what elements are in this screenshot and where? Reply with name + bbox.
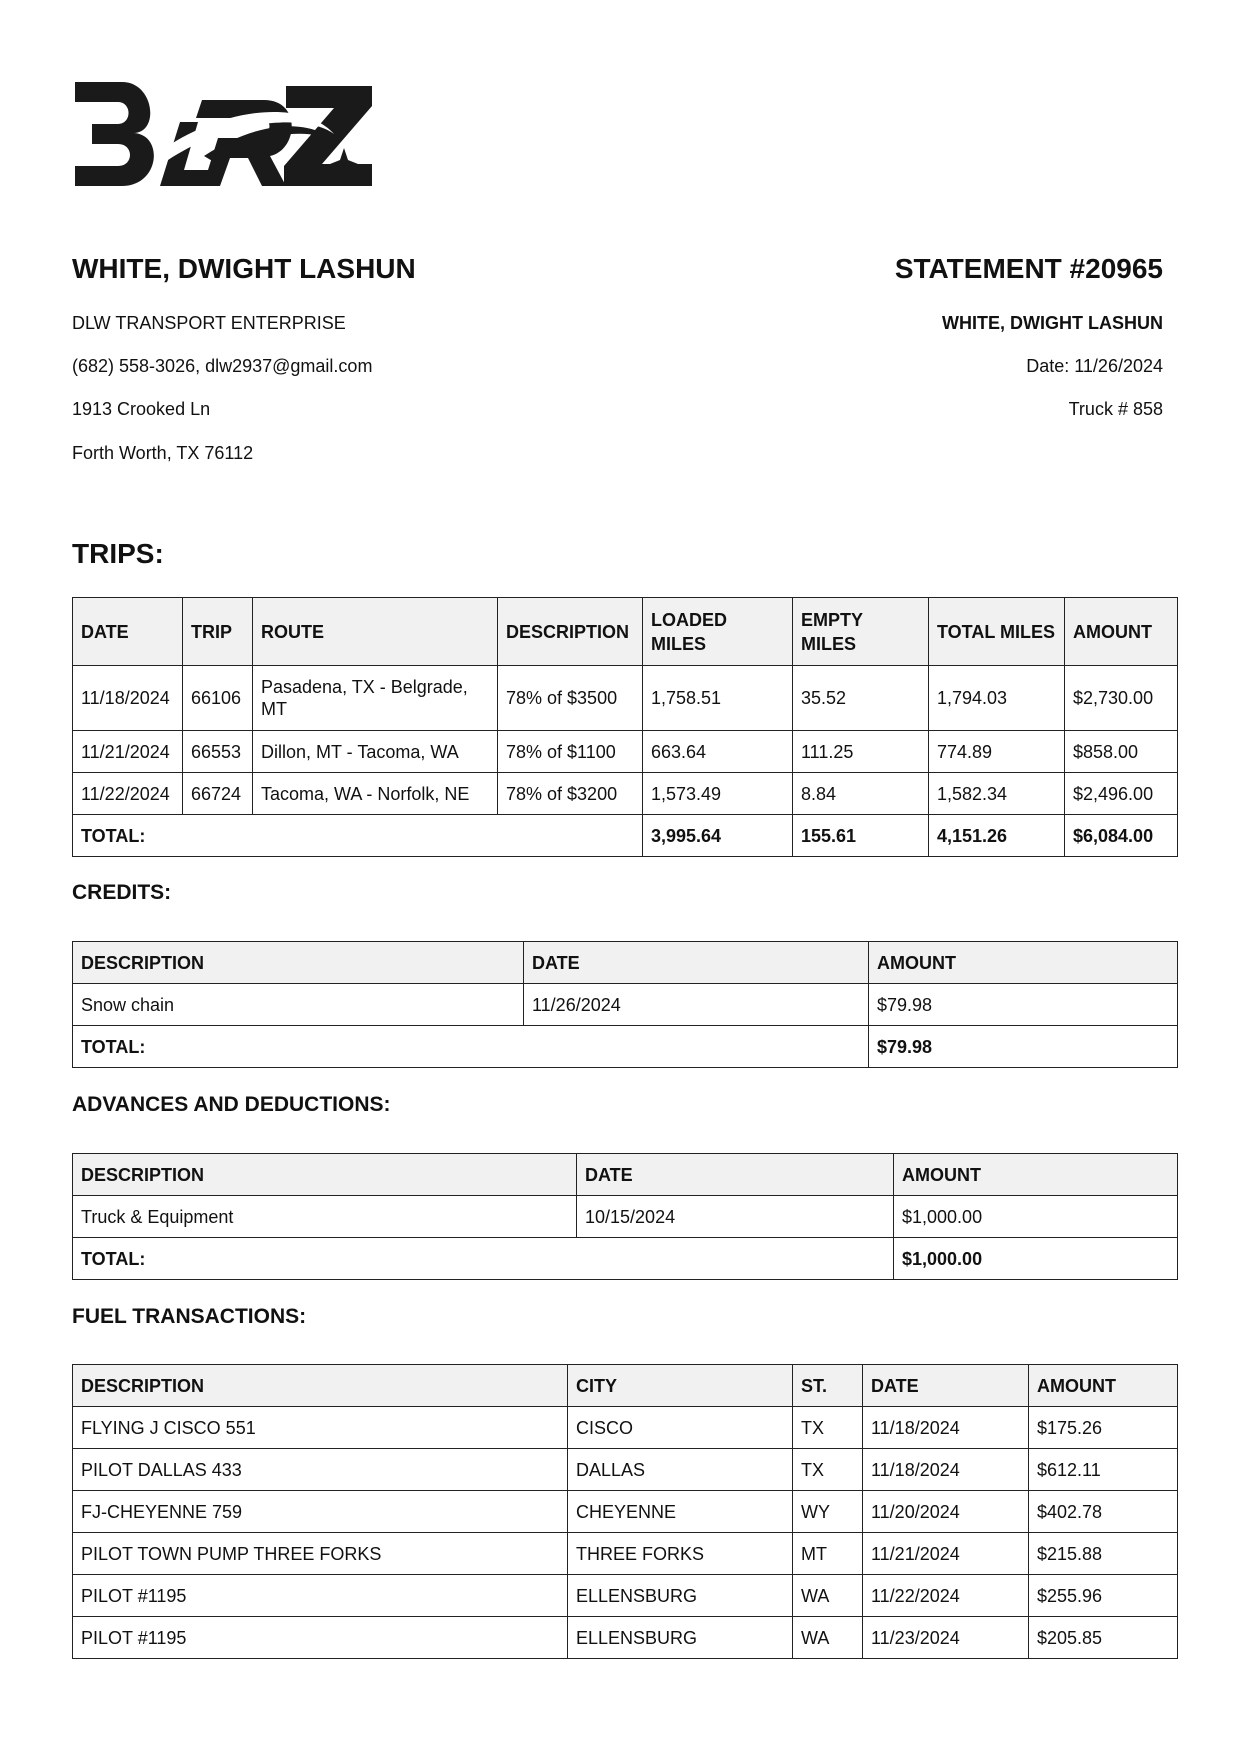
fuel-city: THREE FORKS: [568, 1533, 793, 1575]
trips-col-total-miles: TOTAL MILES: [929, 598, 1065, 666]
fuel-date: 11/20/2024: [863, 1491, 1029, 1533]
trips-col-description: DESCRIPTION: [498, 598, 643, 666]
fuel-city: ELLENSBURG: [568, 1575, 793, 1617]
trip-route: Tacoma, WA - Norfolk, NE: [253, 773, 498, 815]
trips-total-miles: 4,151.26: [929, 815, 1065, 857]
table-row: [73, 1196, 1178, 1238]
fuel-heading: FUEL TRANSACTIONS:: [72, 1305, 307, 1328]
fuel-header-row: [73, 1365, 1178, 1407]
trip-date: 11/21/2024: [73, 731, 183, 773]
trip-date: 11/18/2024: [73, 666, 183, 731]
brz-logo: [72, 78, 382, 196]
fuel-city: DALLAS: [568, 1449, 793, 1491]
driver-name: WHITE, DWIGHT LASHUN: [72, 253, 416, 284]
credits-total-row: [73, 1026, 1178, 1068]
table-row: [73, 731, 1178, 773]
fuel-date: 11/23/2024: [863, 1617, 1029, 1659]
advances-total-row: [73, 1238, 1178, 1280]
trip-loaded-miles: 663.64: [643, 731, 793, 773]
fuel-description: PILOT TOWN PUMP THREE FORKS: [73, 1533, 568, 1575]
fuel-date: 11/18/2024: [863, 1449, 1029, 1491]
trips-table: [72, 597, 1178, 857]
table-row: [73, 1575, 1178, 1617]
fuel-state: TX: [793, 1407, 863, 1449]
table-row: [73, 1491, 1178, 1533]
credit-description: Snow chain: [73, 984, 524, 1026]
address-line-2: Forth Worth, TX 76112: [72, 443, 254, 463]
credits-col-amount: AMOUNT: [869, 942, 1178, 984]
trips-total-amount: $6,084.00: [1065, 815, 1178, 857]
trips-col-amount: AMOUNT: [1065, 598, 1178, 666]
trip-total-miles: 1,794.03: [929, 666, 1065, 731]
table-row: [73, 1407, 1178, 1449]
advances-total-amount: $1,000.00: [894, 1238, 1178, 1280]
advances-col-description: DESCRIPTION: [73, 1154, 577, 1196]
credit-amount: $79.98: [869, 984, 1178, 1026]
fuel-state: TX: [793, 1449, 863, 1491]
trip-description: 78% of $3200: [498, 773, 643, 815]
trip-amount: $2,496.00: [1065, 773, 1178, 815]
table-row: [73, 666, 1178, 731]
trips-col-trip: TRIP: [183, 598, 253, 666]
trip-empty-miles: 8.84: [793, 773, 929, 815]
advance-description: Truck & Equipment: [73, 1196, 577, 1238]
trip-total-miles: 774.89: [929, 731, 1065, 773]
advance-date: 10/15/2024: [577, 1196, 894, 1238]
fuel-col-state: ST.: [793, 1365, 863, 1407]
advances-total-label: TOTAL:: [73, 1238, 894, 1280]
fuel-state: MT: [793, 1533, 863, 1575]
trips-col-route: ROUTE: [253, 598, 498, 666]
trips-total-loaded: 3,995.64: [643, 815, 793, 857]
trip-route: Pasadena, TX - Belgrade, MT: [253, 666, 498, 731]
credits-heading: CREDITS:: [72, 881, 172, 904]
statement-info: [603, 252, 1163, 419]
fuel-amount: $612.11: [1029, 1449, 1178, 1491]
trip-empty-miles: 35.52: [793, 666, 929, 731]
table-row: [73, 1617, 1178, 1659]
trips-header-row: [73, 598, 1178, 666]
brz-logo-graphic: [72, 78, 382, 196]
contact-line: (682) 558-3026, dlw2937@gmail.com: [72, 356, 373, 376]
trip-description: 78% of $3500: [498, 666, 643, 731]
trips-col-loaded-miles: LOADED MILES: [643, 598, 793, 666]
fuel-table: [72, 1364, 1178, 1659]
trips-total-label: TOTAL:: [73, 815, 643, 857]
fuel-description: PILOT DALLAS 433: [73, 1449, 568, 1491]
fuel-state: WA: [793, 1617, 863, 1659]
fuel-description: FJ-CHEYENNE 759: [73, 1491, 568, 1533]
trip-total-miles: 1,582.34: [929, 773, 1065, 815]
advances-table: [72, 1153, 1178, 1280]
trip-number: 66106: [183, 666, 253, 731]
table-row: [73, 1449, 1178, 1491]
fuel-state: WY: [793, 1491, 863, 1533]
credits-col-description: DESCRIPTION: [73, 942, 524, 984]
fuel-amount: $175.26: [1029, 1407, 1178, 1449]
table-row: [73, 1533, 1178, 1575]
statement-date: Date: 11/26/2024: [1026, 356, 1163, 376]
table-row: [73, 984, 1178, 1026]
trip-empty-miles: 111.25: [793, 731, 929, 773]
fuel-description: PILOT #1195: [73, 1617, 568, 1659]
fuel-description: FLYING J CISCO 551: [73, 1407, 568, 1449]
trip-loaded-miles: 1,573.49: [643, 773, 793, 815]
trip-loaded-miles: 1,758.51: [643, 666, 793, 731]
fuel-amount: $205.85: [1029, 1617, 1178, 1659]
table-row: [73, 773, 1178, 815]
trips-total-empty: 155.61: [793, 815, 929, 857]
advances-col-date: DATE: [577, 1154, 894, 1196]
fuel-state: WA: [793, 1575, 863, 1617]
trips-col-date: DATE: [73, 598, 183, 666]
fuel-col-description: DESCRIPTION: [73, 1365, 568, 1407]
credits-table: [72, 941, 1178, 1068]
fuel-date: 11/18/2024: [863, 1407, 1029, 1449]
driver-info: [72, 252, 632, 463]
statement-title: STATEMENT #20965: [894, 253, 1163, 284]
fuel-amount: $255.96: [1029, 1575, 1178, 1617]
fuel-col-city: CITY: [568, 1365, 793, 1407]
credits-header-row: [73, 942, 1178, 984]
fuel-amount: $215.88: [1029, 1533, 1178, 1575]
fuel-city: ELLENSBURG: [568, 1617, 793, 1659]
trip-number: 66553: [183, 731, 253, 773]
trip-amount: $2,730.00: [1065, 666, 1178, 731]
advances-col-amount: AMOUNT: [894, 1154, 1178, 1196]
advances-header-row: [73, 1154, 1178, 1196]
fuel-date: 11/21/2024: [863, 1533, 1029, 1575]
trips-heading: TRIPS:: [72, 538, 164, 569]
truck-number: Truck # 858: [1068, 399, 1163, 419]
fuel-city: CISCO: [568, 1407, 793, 1449]
credits-total-label: TOTAL:: [73, 1026, 869, 1068]
trip-date: 11/22/2024: [73, 773, 183, 815]
fuel-col-amount: AMOUNT: [1029, 1365, 1178, 1407]
trip-description: 78% of $1100: [498, 731, 643, 773]
trip-number: 66724: [183, 773, 253, 815]
trip-route: Dillon, MT - Tacoma, WA: [253, 731, 498, 773]
trips-col-empty-miles: EMPTY MILES: [793, 598, 929, 666]
fuel-city: CHEYENNE: [568, 1491, 793, 1533]
fuel-col-date: DATE: [863, 1365, 1029, 1407]
credit-date: 11/26/2024: [524, 984, 869, 1026]
credits-col-date: DATE: [524, 942, 869, 984]
trip-amount: $858.00: [1065, 731, 1178, 773]
fuel-amount: $402.78: [1029, 1491, 1178, 1533]
advance-amount: $1,000.00: [894, 1196, 1178, 1238]
fuel-description: PILOT #1195: [73, 1575, 568, 1617]
credits-total-amount: $79.98: [869, 1026, 1178, 1068]
advances-heading: ADVANCES AND DEDUCTIONS:: [72, 1093, 391, 1116]
fuel-date: 11/22/2024: [863, 1575, 1029, 1617]
address-line-1: 1913 Crooked Ln: [72, 399, 211, 419]
statement-name: WHITE, DWIGHT LASHUN: [942, 313, 1163, 333]
trips-total-row: [73, 815, 1178, 857]
company-name: DLW TRANSPORT ENTERPRISE: [72, 313, 346, 333]
